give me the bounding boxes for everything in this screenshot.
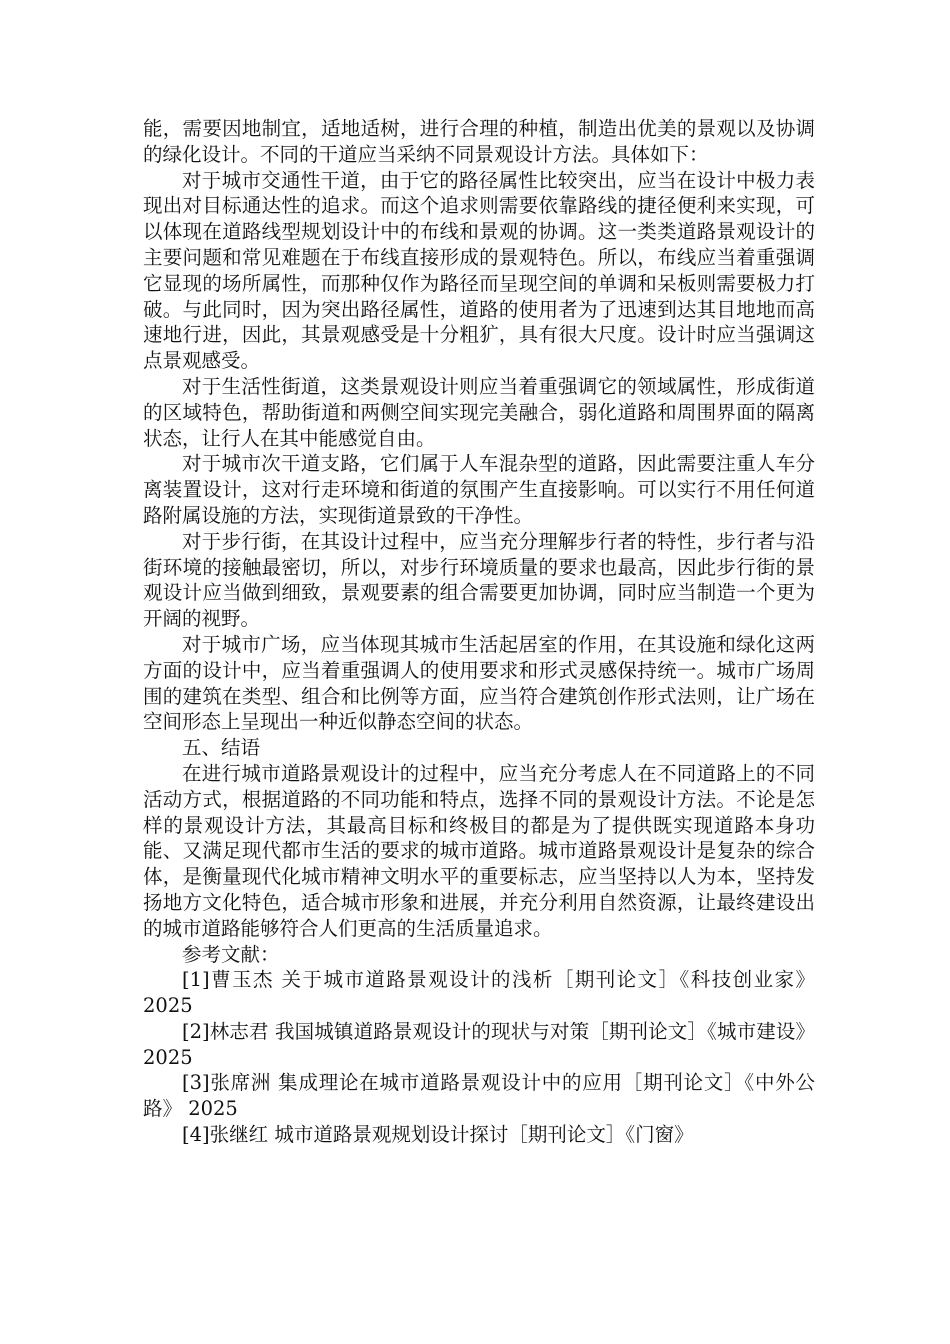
reference-item: [1]曹玉杰 关于城市道路景观设计的浅析［期刊论文］《科技创业家》 2025: [143, 968, 815, 1018]
reference-item: [2]林志君 我国城镇道路景观设计的现状与对策［期刊论文］《城市建设》 2025: [143, 1019, 815, 1069]
body-paragraph: 对于城市次干道支路，它们属于人车混杂型的道路，因此需要注重人车分离装置设计，这对行走环境和街道的氛围产生直接影响。可以实行不用任何道路附属设施的方法，实现街道景致的干净性。: [143, 452, 815, 527]
document-page: [143, 116, 815, 1148]
reference-item: [4]张继红 城市道路景观规划设计探讨［期刊论文］《门窗》: [182, 1123, 694, 1147]
body-paragraph: 对于城市交通性干道，由于它的路径属性比较突出，应当在设计中极力表现出对目标通达性的追求。而这个追求则需要依靠路线的捷径便利来实现，可以体现在道路线型规划设计中的布线和景观的协调。这一类类道路景观设计的主要问题和常见难题在于布线直接形成的景观特色。所以，布线应当着重强调它显现的场所属性，而那种仅作为路径而呈现空间的单调和呆板则需要极力打破。与此同时，因为突出路径属性，道路的使用者为了迅速到达其目地地而高速地行进，因此，其景观感受是十分粗犷，具有很大尺度。设计时应当强调这点景观感受。: [143, 168, 815, 373]
body-paragraph: 对于步行街，在其设计过程中，应当充分理解步行者的特性，步行者与沿街环境的接触最密切，所以，对步行环境质量的要求也最高，因此步行街的景观设计应当做到细致，景观要素的组合需要更加协调，同时应当制造一个更为开阔的视野。: [143, 529, 815, 631]
references-heading: 参考文献：: [182, 942, 280, 966]
body-paragraph: 能，需要因地制宜，适地适树，进行合理的种植，制造出优美的景观以及协调的绿化设计。不同的干道应当采纳不同景观设计方法。具体如下：: [143, 117, 815, 166]
body-paragraph: 对于生活性街道，这类景观设计则应当着重强调它的领域属性，形成街道的区域特色，帮助街道和两侧空间实现完美融合，弱化道路和周围界面的隔离状态，让行人在其中能感觉自由。: [143, 374, 815, 450]
section-heading: 五、结语: [182, 736, 261, 760]
body-paragraph: 对于城市广场，应当体现其城市生活起居室的作用，在其设施和绿化这两方面的设计中，应当着重强调人的使用要求和形式灵感保持统一。城市广场周围的建筑在类型、组合和比例等方面，应当符合建筑创作形式法则，让广场在空间形态上呈现出一种近似静态空间的状态。: [143, 632, 815, 734]
conclusion-paragraph: 在进行城市道路景观设计的过程中，应当充分考虑人在不同道路上的不同活动方式，根据道路的不同功能和特点，选择不同的景观设计方法。不论是怎样的景观设计方法，其最高目标和终极目的都是为了提供既实现道路本身功能、又满足现代都市生活的要求的城市道路。城市道路景观设计是复杂的综合体，是衡量现代化城市精神文明水平的重要标志，应当坚持以人为本，坚持发扬地方文化特色，适合城市形象和进展，并充分利用自然资源，让最终建设出的城市道路能够符合人们更高的生活质量追求。: [143, 761, 815, 940]
reference-item: [3]张席洲 集成理论在城市道路景观设计中的应用［期刊论文］《中外公路》 2025: [143, 1071, 815, 1121]
